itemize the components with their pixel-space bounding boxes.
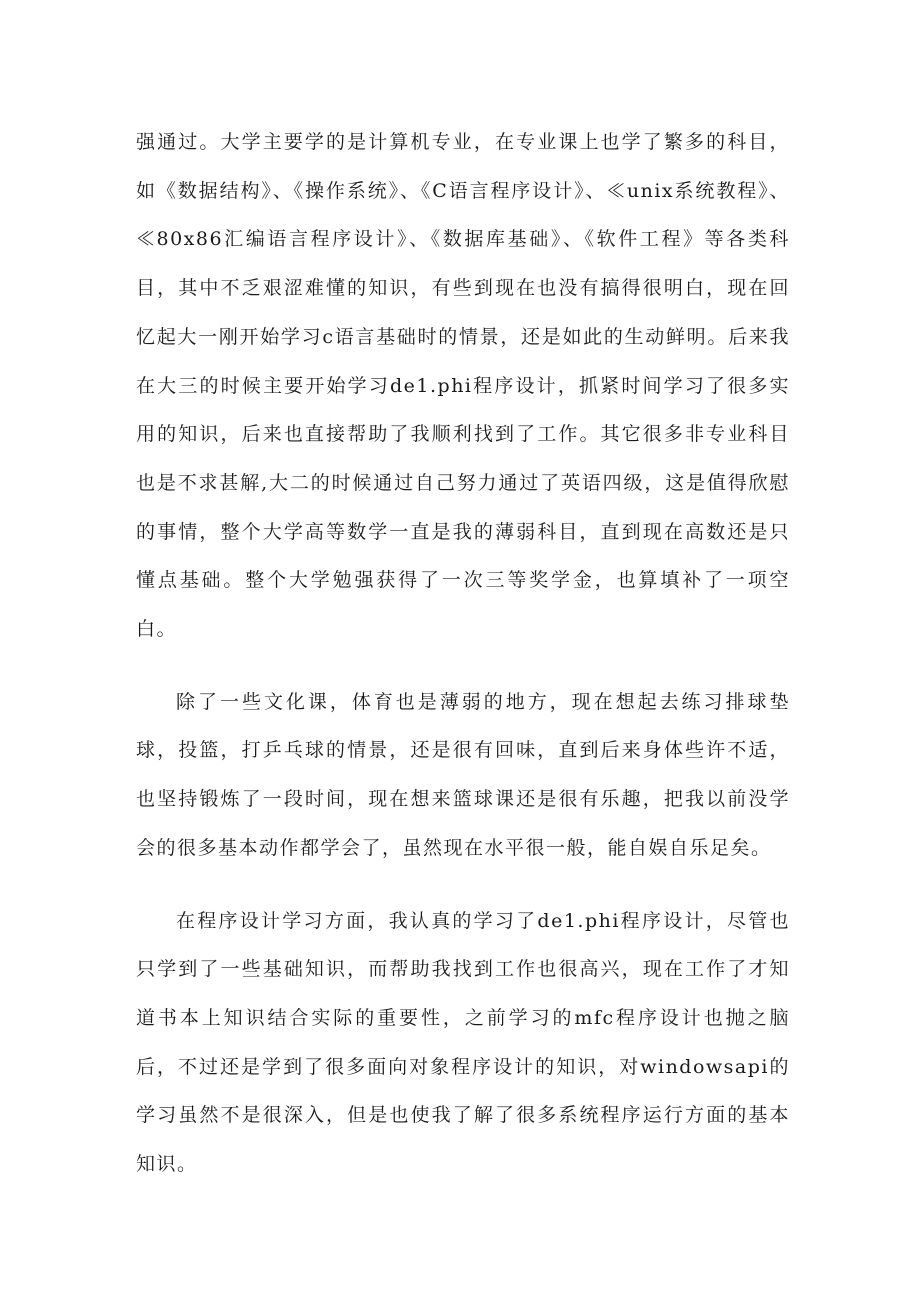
- paragraph-continuation: 强通过。大学主要学的是计算机专业，在专业课上也学了繁多的科目，如《数据结构》、《操作系统》、《C语言程序设计》、≪unix系统教程》、≪80x86汇编语言程序设计》、《数据库基础》、《软件工程》等各类科目，其中不乏艰涩难懂的知识，有些到现在也没有搞得很明白，现在回忆起大一刚开始学习c语言基础时的情景，还是如此的生动鲜明。后来我在大三的时候主要开始学习de1.phi程序设计，抓紧时间学习了很多实用的知识，后来也直接帮助了我顺利找到了工作。其它很多非专业科目也是不求甚解,大二的时候通过自己努力通过了英语四级，这是值得欣慰的事情，整个大学高等数学一直是我的薄弱科目，直到现在高数还是只懂点基础。整个大学勉强获得了一次三等奖学金，也算填补了一项空白。: [136, 131, 790, 641]
- document-body: [136, 118, 790, 1189]
- paragraph-sports: 除了一些文化课，体育也是薄弱的地方，现在想起去练习排球垫球，投篮，打乒乓球的情景，还是很有回味，直到后来身体些许不适，也坚持锻炼了一段时间，现在想来篮球课还是很有乐趣，把我以前没学会的很多基本动作都学会了，虽然现在水平很一般，能自娱自乐足矣。: [136, 690, 790, 859]
- paragraph-programming: 在程序设计学习方面，我认真的学习了de1.phi程序设计，尽管也只学到了一些基础知识，而帮助我找到工作也很高兴，现在工作了才知道书本上知识结合实际的重要性，之前学习的mfc程序设计也抛之脑后，不过还是学到了很多面向对象程序设计的知识，对windowsapi的学习虽然不是很深入，但是也使我了解了很多系统程序运行方面的基本知识。: [136, 909, 790, 1176]
